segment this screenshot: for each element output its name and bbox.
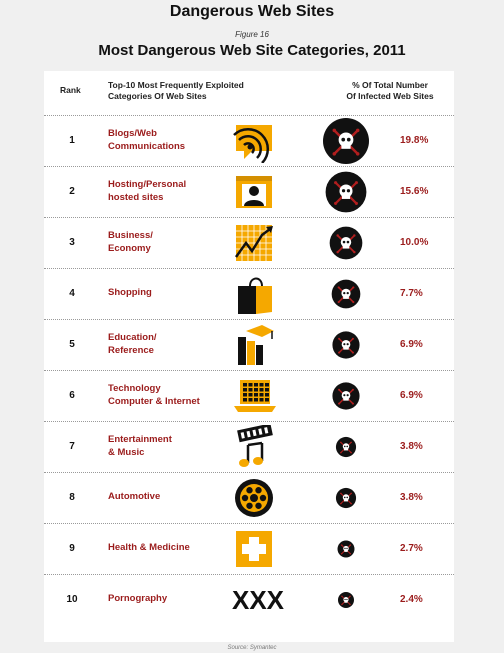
category-label: Pornography: [108, 593, 168, 605]
shopping-bag-icon: [232, 272, 276, 316]
danger-marker: [321, 167, 371, 217]
rank-cell: 6: [69, 390, 75, 401]
category-label: Automotive: [108, 491, 161, 503]
chart-table: [44, 71, 454, 642]
percent-value: 2.4%: [400, 594, 423, 605]
table-row: [44, 166, 454, 217]
danger-marker: [321, 473, 371, 523]
percent-value: 15.6%: [400, 186, 429, 197]
danger-marker: [321, 575, 371, 625]
category-label: Shopping: [108, 287, 152, 299]
medical-cross-icon: [232, 527, 276, 571]
wheel-icon: [232, 476, 276, 520]
category-label: Health & Medicine: [108, 542, 190, 554]
chart-title: Most Dangerous Web Site Categories, 2011: [98, 42, 406, 59]
danger-marker: [321, 269, 371, 319]
growth-chart-icon: [232, 221, 276, 265]
percent-value: 10.0%: [400, 237, 429, 248]
category-label: Technology Computer & Internet: [108, 383, 200, 407]
category-column-header: Top-10 Most Frequently Exploited Categories Of Web Sites: [108, 80, 244, 101]
percent-value: 2.7%: [400, 543, 423, 554]
table-row: [44, 319, 454, 370]
rank-cell: 9: [69, 543, 75, 554]
rank-column-header: Rank: [60, 85, 81, 95]
source-note: Source: Symantec: [227, 645, 277, 651]
table-row: [44, 421, 454, 472]
rank-cell: 4: [69, 288, 75, 299]
xxx-text-icon: XXX: [231, 584, 285, 615]
percent-value: 3.8%: [400, 492, 423, 503]
danger-marker: [321, 422, 371, 472]
speech-bubble-wifi-icon: [232, 119, 276, 163]
danger-marker: [321, 116, 371, 166]
category-label: Business/ Economy: [108, 230, 153, 254]
danger-marker: [321, 371, 371, 421]
rank-cell: 8: [69, 492, 75, 503]
rank-cell: 1: [69, 135, 75, 146]
percent-column-header: % Of Total Number Of Infected Web Sites: [346, 80, 434, 101]
table-row: [44, 370, 454, 421]
graduation-books-icon: [232, 323, 276, 367]
category-label: Education/ Reference: [108, 332, 157, 356]
percent-value: 6.9%: [400, 390, 423, 401]
rank-cell: 7: [69, 441, 75, 452]
table-row: [44, 268, 454, 319]
category-label: Entertainment & Music: [108, 434, 172, 458]
profile-window-icon: [232, 170, 276, 214]
rank-cell: 2: [69, 186, 75, 197]
category-label: Blogs/Web Communications: [108, 128, 186, 152]
category-label: Hosting/Personal hosted sites: [108, 179, 187, 203]
rank-cell: 5: [69, 339, 75, 350]
danger-marker: [321, 218, 371, 268]
table-row: [44, 523, 454, 574]
page-title: Dangerous Web Sites: [169, 3, 335, 20]
danger-marker: [321, 524, 371, 574]
danger-marker: [321, 320, 371, 370]
rank-cell: 10: [66, 594, 78, 605]
rank-cell: 3: [69, 237, 75, 248]
film-music-icon: [232, 425, 276, 469]
figure-label: Figure 16: [235, 30, 269, 39]
table-row: [44, 217, 454, 268]
percent-value: 7.7%: [400, 288, 423, 299]
table-row: [44, 472, 454, 523]
percent-value: 6.9%: [400, 339, 423, 350]
table-row: [44, 115, 454, 166]
table-row: [44, 574, 454, 625]
percent-value: 19.8%: [400, 135, 429, 146]
percent-value: 3.8%: [400, 441, 423, 452]
laptop-icon: [232, 374, 276, 418]
